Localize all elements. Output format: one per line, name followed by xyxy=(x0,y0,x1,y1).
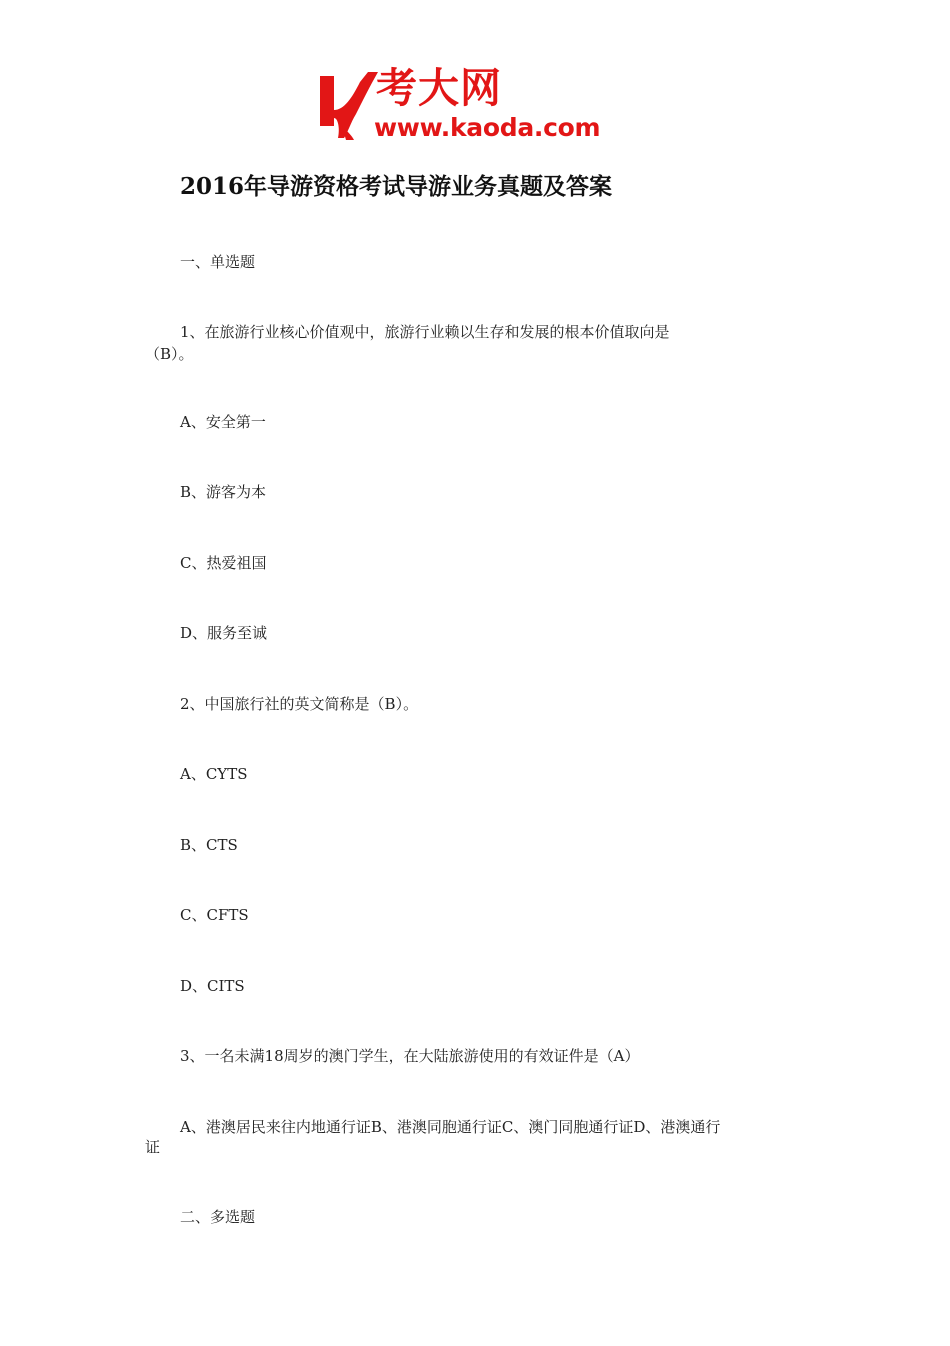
question-2-option-c: C、CFTS xyxy=(180,906,249,924)
question-1-option-a: A、安全第一 xyxy=(180,413,266,431)
section-heading-multiple-choice: 二、多选题 xyxy=(180,1208,256,1226)
question-1-line-1: 1、在旅游行业核心价值观中，旅游行业赖以生存和发展的根本价值取向是 xyxy=(180,323,670,341)
page-title: 2016年导游资格考试导游业务真题及答案 xyxy=(180,173,613,200)
question-3-options-line-2: 证 xyxy=(145,1138,161,1156)
question-1-option-d: D、服务至诚 xyxy=(180,624,268,642)
question-2-option-a: A、CYTS xyxy=(180,765,248,783)
question-1-option-b: B、游客为本 xyxy=(180,483,267,501)
question-2-option-d: D、CITS xyxy=(180,977,245,995)
question-1-line-2: （B）。 xyxy=(145,345,194,363)
section-heading-single-choice: 一、单选题 xyxy=(180,253,256,271)
question-2-option-b: B、CTS xyxy=(180,836,238,854)
k-logo-icon xyxy=(318,62,380,142)
question-3-options-line-1: A、港澳居民来往内地通行证B、港澳同胞通行证C、澳门同胞通行证D、港澳通行 xyxy=(180,1118,721,1136)
question-3: 3、一名未满18周岁的澳门学生，在大陆旅游使用的有效证件是（A） xyxy=(180,1047,640,1065)
logo-site-name: 考大网 xyxy=(376,64,502,112)
question-1-option-c: C、热爱祖国 xyxy=(180,554,267,572)
logo-url: www.kaoda.com xyxy=(374,113,601,142)
kaoda-logo xyxy=(318,62,640,142)
question-2: 2、中国旅行社的英文简称是（B）。 xyxy=(180,695,419,713)
